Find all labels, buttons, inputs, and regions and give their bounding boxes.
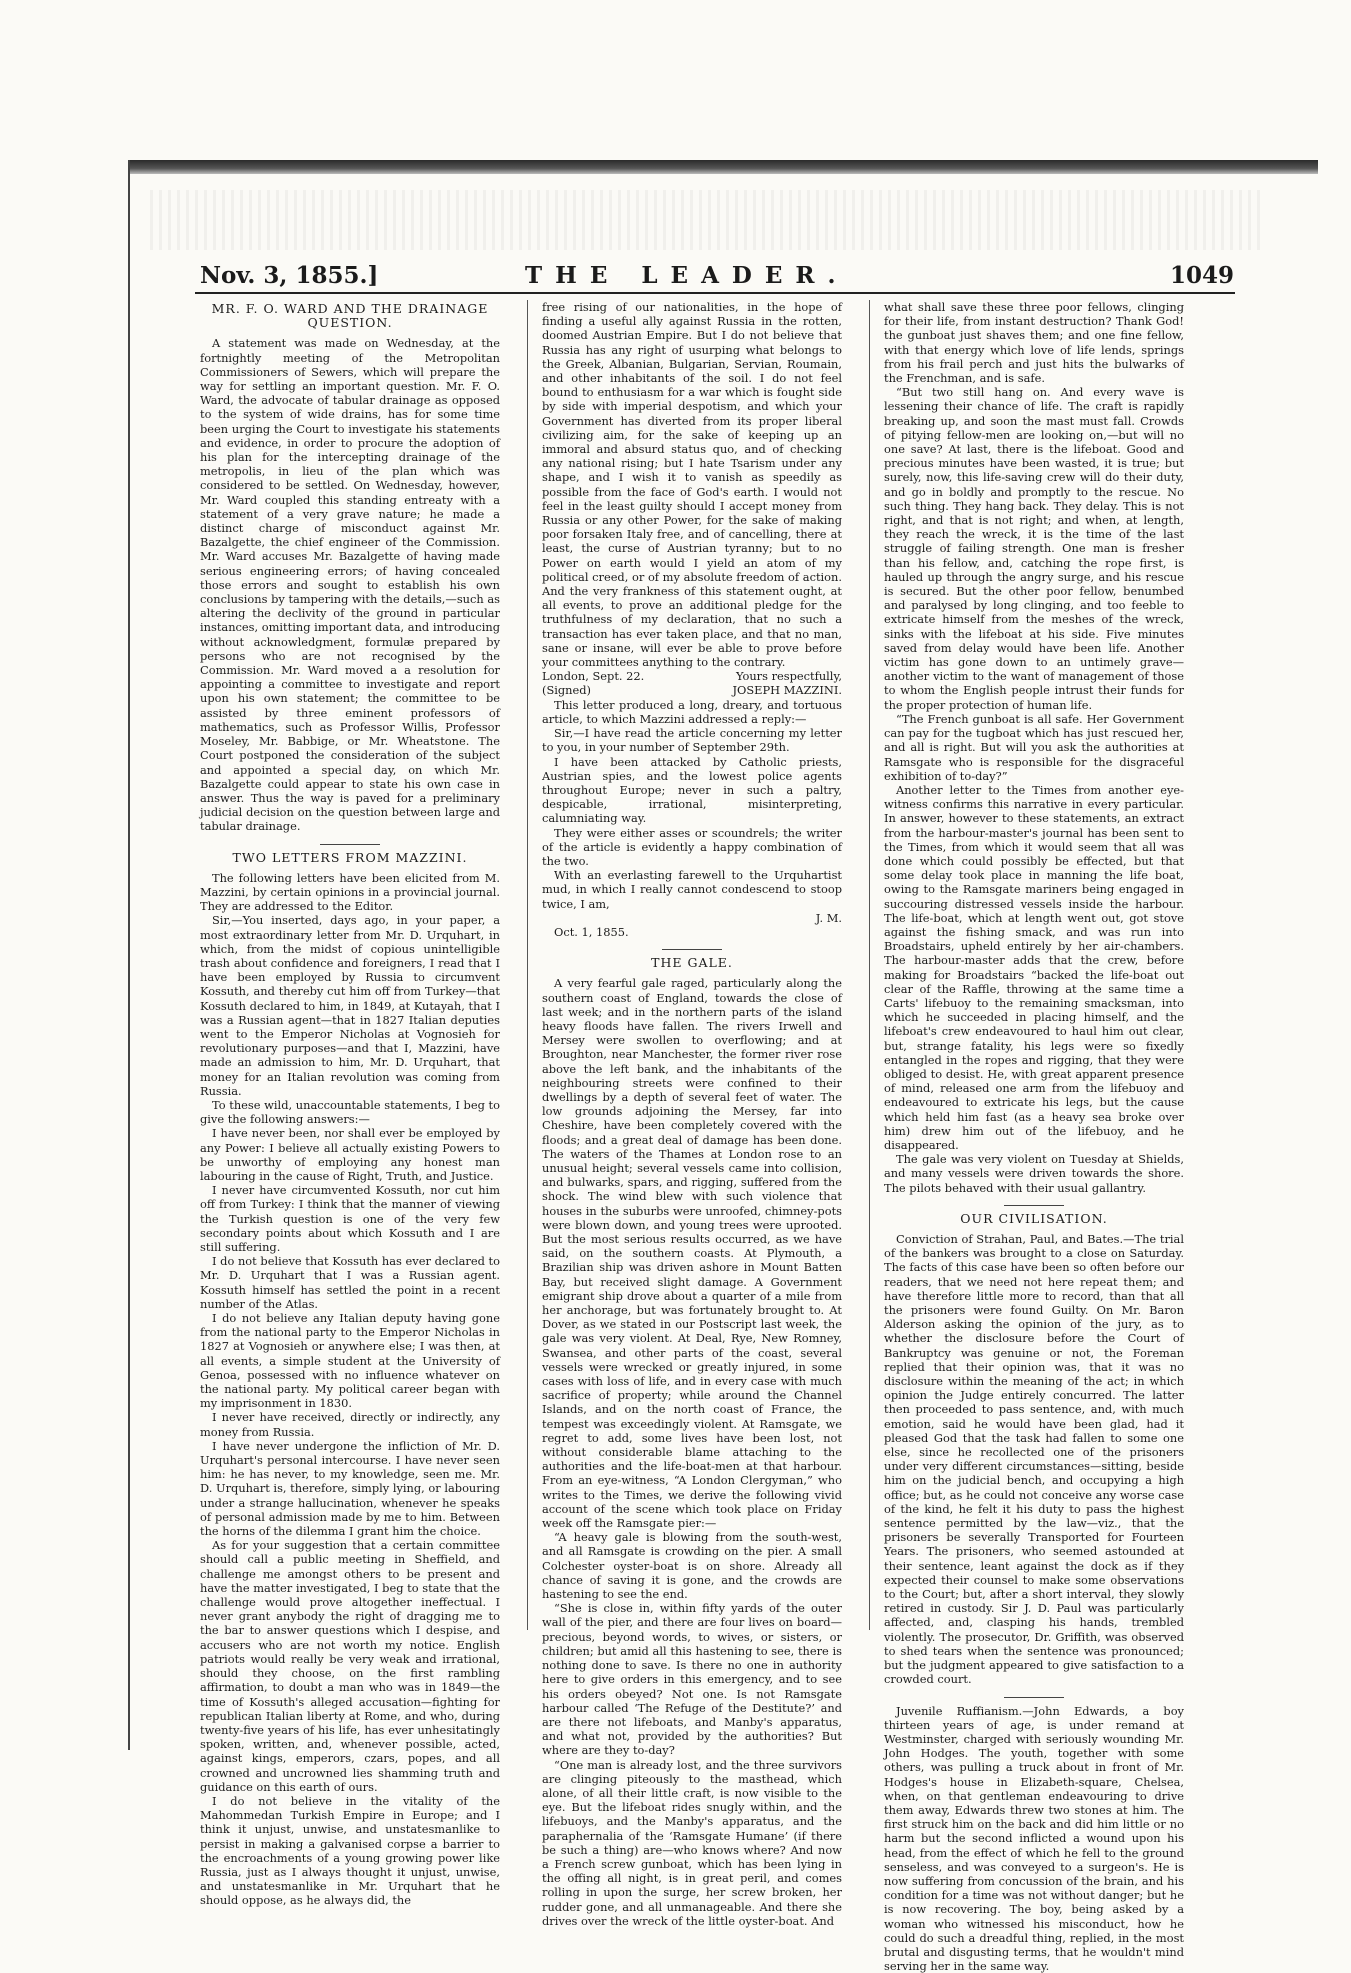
signature-signed: (Signed): [542, 683, 591, 697]
paragraph: I have never been, nor shall ever be employed by any Power: I believe all actually existing Powers to be unworthy of employing any honest man labouring in the cause of Right, Truth, and Justice.: [200, 1126, 500, 1183]
paragraph: Sir,—You inserted, days ago, in your paper, a most extraordinary letter from Mr. D. Urquhart, in which, from the midst of copious unintelligible trash about confidence and foreigners, I read that I have been employed by Russia to circumvent Kossuth, and thereby cut him off from Turkey—that Kossuth declared to him, in 1849, at Kutayah, that I was a Russian agent—that in 1827 Italian deputies went to the Emperor Nicholas at Vognosieh for revolutionary purposes—and that I, Mazzini, have made an admission to him, Mr. D. Urquhart, that money for an Italian revolution was coming from Russia.: [200, 913, 500, 1098]
signature-close: Yours respectfully,: [736, 669, 842, 683]
paragraph: They were either asses or scoundrels; the writer of the article is evidently a happy combination of the two.: [542, 826, 842, 869]
top-border-band: [128, 160, 1318, 174]
section-divider: [662, 949, 722, 950]
paragraph: A statement was made on Wednesday, at the fortnightly meeting of the Metropolitan Commissioners of Sewers, which will prepare the way for settling an important question. Mr. F. O. Ward, the advocate of tabular drainage as opposed to the system of wide drains, has for some time been urging the Court to investigate his statements and evidence, in order to procure the adoption of his plan for the intercepting drainage of the metropolis, in lieu of the plan which was considered to be settled. On Wednesday, however, Mr. Ward coupled this standing entreaty with a statement of a very grave nature; he made a distinct charge of misconduct against Mr. Bazalgette, the chief engineer of the Commission. Mr. Ward accuses Mr. Bazalgette of having made serious engineering errors; of having concealed those errors and sought to establish his own conclusions by tampering with the details,—such as altering the declivity of the ground in particular instances, omitting important data, and introducing without acknowledgment, formulæ prepared by persons who are not recognised by the Commission. Mr. Ward moved a a resolution for appointing a committee to investigate and report upon his own statement; the committee to be assisted by three eminent professors of mathematics, such as Professor Willis, Professor Moseley, Mr. Babbige, or Mr. Wheatstone. The Court postponed the consideration of the subject and appointed a special day, on which Mr. Bazalgette could appear to state his own case in answer. Thus the way is paved for a preliminary judicial decision on the question between large and tabular drainage.: [200, 336, 500, 833]
article-title-drainage: MR. F. O. WARD AND THE DRAINAGE QUESTION.: [200, 302, 500, 330]
column-1: [200, 300, 500, 1630]
paragraph: I have been attacked by Catholic priests, Austrian spies, and the lowest police agents throughout Europe; never in such a paltry, despicable, irrational, misinterpreting, calumniating way.: [542, 755, 842, 826]
paragraph: The gale was very violent on Tuesday at Shields, and many vessels were driven towards the shore. The pilots behaved with their usual gallantry.: [884, 1152, 1184, 1195]
signature-line: [542, 683, 842, 697]
paragraph: free rising of our nationalities, in the hope of finding a useful ally against Russia in the rotten, doomed Austrian Empire. But I do not believe that Russia has any right of usurping what belongs to the Greek, Albanian, Bulgarian, Servian, Roumain, and other inhabitants of the soil. I do not feel bound to enthusiasm for a war which is fought side by side with imperial despotism, and which your Government has diverted from its proper liberal civilizing aim, for the sake of keeping up an immoral and absurd status quo, and of checking any national rising; but I hate Tsarism under any shape, and I wish it to vanish as speedily as possible from the face of God's earth. I would not feel in the least guilty should I accept money from Russia or any other Power, for the sake of making poor forsaken Italy free, and of cancelling, there at least, the curse of Austrian tyranny; but to no Power on earth would I yield an atom of my political creed, or of my absolute freedom of action. And the very frankness of this statement ought, at all events, to prove an additional pledge for the truthfulness of my declaration, that no such a transaction has ever taken place, and that no man, sane or insane, will ever be able to prove before your committees anything to the contrary.: [542, 300, 842, 669]
paragraph: Conviction of Strahan, Paul, and Bates.—The trial of the bankers was brought to a close on Saturday. The facts of this case have been so often before our readers, that we need not here repeat them; and have therefore little more to record, than that all the prisoners were found Guilty. On Mr. Baron Alderson asking the opinion of the jury, as to whether the disclosure before the Court of Bankruptcy was genuine or not, the Foreman replied that their opinion was, that it was no disclosure within the meaning of the act; in which opinion the Judge entirely concurred. The latter then proceeded to pass sentence, and, with much emotion, said he would have been glad, had it pleased God that the task had fallen to some one else, since he recollected one of the prisoners under very different circumstances—sitting, beside him on the judicial bench, and occupying a high office; but, as he could not conceive any worse case of the kind, he felt it his duty to pass the highest sentence permitted by the law—viz., that the prisoners be severally Transported for Fourteen Years. The prisoners, who seemed astounded at their sentence, leant against the dock as if they expected their counsel to make some observations to the Court; but, after a short interval, they slowly retired in custody. Sir J. D. Paul was particularly affected, and, clasping his hands, trembled violently. The prosecutor, Dr. Griffith, was observed to shed tears when the sentence was pronounced; but the judgment appeared to give satisfaction to a crowded court.: [884, 1232, 1184, 1687]
signature-place: London, Sept. 22.: [542, 669, 644, 683]
paragraph: “She is close in, within fifty yards of the outer wall of the pier, and there are four lives on board—precious, beyond words, to wives, or sisters, or children; but amid all this hastening to see, there is nothing done to save. Is there no one in authority here to give orders in this emergency, and to see his orders obeyed? Not one. Is not Ramsgate harbour called ‘The Refuge of the Destitute?’ and are there not lifeboats, and Manby's apparatus, and what not, provided by the authorities? But where are they to-day?: [542, 1601, 842, 1757]
section-divider: [1004, 1205, 1064, 1206]
section-divider: [320, 844, 380, 845]
article-title-civilisation: OUR CIVILISATION.: [884, 1212, 1184, 1226]
binding-edge: [128, 160, 130, 1750]
paragraph: The following letters have been elicited from M. Mazzini, by certain opinions in a provincial journal. They are addressed to the Editor.: [200, 871, 500, 914]
paragraph: With an everlasting farewell to the Urquhartist mud, in which I really cannot condescend to stoop twice, I am,: [542, 868, 842, 911]
paragraph: I never have circumvented Kossuth, nor cut him off from Turkey: I think that the manner of viewing the Turkish question is one of the very few secondary points about which Kossuth and I are still suffering.: [200, 1183, 500, 1254]
signature-initials: J. M.: [816, 911, 842, 925]
paragraph: I do not believe any Italian deputy having gone from the national party to the Emperor Nicholas in 1827 at Vognosieh or anywhere else; I was then, at all events, a simple student at the University of Genoa, possessed with no influence whatever on the national party. My political career began with my imprisonment in 1830.: [200, 1311, 500, 1410]
column-2: [542, 300, 842, 1630]
paragraph: I never have received, directly or indirectly, any money from Russia.: [200, 1410, 500, 1438]
column-3: [884, 300, 1184, 1630]
paragraph: “A heavy gale is blowing from the south-west, and all Ramsgate is crowding on the pier. A small Colchester oyster-boat is on shore. Already all chance of saving it is gone, and the crowds are hastening to see the end.: [542, 1530, 842, 1601]
paragraph: To these wild, unaccountable statements, I beg to give the following answers:—: [200, 1098, 500, 1126]
paragraph: I do not believe in the vitality of the Mahommedan Turkish Empire in Europe; and I think it unjust, unwise, and unstatesmanlike to persist in making a galvanised corpse a barrier to the encroachments of a young growing power like Russia, just as I always thought it unjust, unwise, and unstatesmanlike in Mr. Urquhart that he should oppose, as he always did, the: [200, 1794, 500, 1908]
paragraph: what shall save these three poor fellows, clinging for their life, from instant destruction? Thank God! the gunboat just shaves them; and one fine fellow, with that energy which love of life lends, springs from his frail perch and just hits the bulwarks of the Frenchman, and is safe.: [884, 300, 1184, 385]
paragraph: I have never undergone the infliction of Mr. D. Urquhart's personal intercourse. I have never seen him: he has never, to my knowledge, seen me. Mr. D. Urquhart is, therefore, simply lying, or labouring under a strange hallucination, whenever he speaks of personal admission made by me to him. Between the horns of the dilemma I grant him the choice.: [200, 1439, 500, 1538]
signature-name: JOSEPH MAZZINI.: [732, 683, 842, 697]
paragraph: “But two still hang on. And every wave is lessening their chance of life. The craft is rapidly breaking up, and soon the mast must fall. Crowds of pitying fellow-men are looking on,—but will no one save? At last, there is the lifeboat. Good and precious minutes have been wasted, it is true; but surely, now, this life-saving crew will do their duty, and go in boldly and promptly to the rescue. No such thing. They hang back. They delay. This is not right, and that is not right; and when, at length, they reach the wreck, it is the time of the last struggle of failing strength. One man is fresher than his fellow, and, catching the rope first, is hauled up through the angry surge, and his rescue is secured. But the other poor fellow, benumbed and paralysed by long clinging, and too feeble to extricate himself from the meshes of the wreck, sinks with the lifeboat at his side. Five minutes saved from delay would have been life. Another victim has gone down to an untimely grave—another victim to the want of management of those to whom the English people intrust their funds for the proper protection of human life.: [884, 385, 1184, 712]
paragraph: As for your suggestion that a certain committee should call a public meeting in Sheffield, and challenge me amongst others to be present and have the matter investigated, I beg to state that the challenge would prove altogether ineffectual. I never grant anybody the right of dragging me to the bar to answer questions which I despise, and accusers who are not worth my notice. English patriots would really be very weak and irrational, should they choose, on the first rambling affirmation, to doubt a man who was in 1849—the time of Kossuth's alleged accusation—fighting for republican Italian liberty at Rome, and who, during twenty-five years of his life, has ever unhesitatingly spoken, written, and, whenever possible, acted, against kings, emperors, czars, popes, and all crowned and uncrowned lies shamming truth and guidance on this earth of ours.: [200, 1538, 500, 1794]
paragraph: I do not believe that Kossuth has ever declared to Mr. D. Urquhart that I was a Russian agent. Kossuth himself has settled the point in a recent number of the Atlas.: [200, 1254, 500, 1311]
masthead-title: THE LEADER.: [525, 262, 849, 289]
paragraph: Sir,—I have read the article concerning my letter to you, in your number of September 29th.: [542, 726, 842, 754]
column-divider: [869, 300, 870, 1630]
article-title-mazzini: TWO LETTERS FROM MAZZINI.: [200, 851, 500, 865]
signature-line: [542, 669, 842, 683]
paragraph: Juvenile Ruffianism.—John Edwards, a boy thirteen years of age, is under remand at Westminster, charged with seriously wounding Mr. John Hodges. The youth, together with some others, was pulling a truck about in front of Mr. Hodges's house in Elizabeth-square, Chelsea, when, on that gentleman endeavouring to drive them away, Edwards threw two stones at him. The first struck him on the back and did him little or no harm but the second inflicted a wound upon his head, from the effect of which he fell to the ground senseless, and was conveyed to a surgeon's. He is now suffering from concussion of the brain, and his condition for a time was not without danger; but he is now recovering. The boy, being asked by a woman who witnessed his misconduct, how he could do such a dreadful thing, replied, in the most brutal and disgusting terms, that he wouldn't mind serving her in the same way.: [884, 1704, 1184, 1973]
scan-smudge: [150, 190, 1260, 250]
paragraph: This letter produced a long, dreary, and tortuous article, to which Mazzini addressed a reply:—: [542, 698, 842, 726]
paragraph: “One man is already lost, and the three survivors are clinging piteously to the masthead, which alone, of all their little craft, is now visible to the eye. But the lifeboat rides snugly within, and the lifebuoys, and the Manby's apparatus, and the paraphernalia of the ‘Ramsgate Humane’ (if there be such a thing) are—who knows where? And now a French screw gunboat, which has been lying in the offing all night, is in great peril, and comes rolling in upon the surge, her screw broken, her rudder gone, and all unmanageable. And there she drives over the wreck of the little oyster-boat. And: [542, 1758, 842, 1928]
header-date: Nov. 3, 1855.]: [200, 262, 378, 289]
column-divider: [527, 300, 528, 1630]
header-rule: [195, 292, 1235, 294]
page-number: 1049: [1170, 262, 1234, 289]
article-title-gale: THE GALE.: [542, 956, 842, 970]
signature-date: Oct. 1, 1855.: [542, 925, 842, 939]
signature-line: [542, 911, 842, 925]
section-divider: [1004, 1697, 1064, 1698]
paragraph: Another letter to the Times from another eye-witness confirms this narrative in every particular. In answer, however to these statements, an extract from the harbour-master's journal has been sent to the Times, from which it would seem that all was done which could possibly be effected, but that some delay took place in manning the life boat, owing to the Ramsgate mariners being engaged in succouring distressed vessels inside the harbour. The life-boat, which at length went out, got stove against the fishing smack, and was run into Broadstairs, upheld entirely by her air-chambers. The harbour-master adds that the crew, before making for Broadstairs “backed the life-boat out clear of the Raffle, throwing at the same time a Carts' lifebuoy to the remaining smacksman, into which he succeeded in placing himself, and the lifeboat's crew endeavoured to haul him out clear, but, strange fatality, his legs were so fixedly entangled in the ropes and rigging, that they were obliged to desist. He, with great apparent presence of mind, released one arm from the lifebuoy and endeavoured to extricate his legs, but the cause which held him fast (as a heavy sea broke over him) drew him out of the lifebuoy, and he disappeared.: [884, 783, 1184, 1152]
paragraph: “The French gunboat is all safe. Her Government can pay for the tugboat which has just rescued her, and all is right. But will you ask the authorities at Ramsgate who is responsible for the disgraceful exhibition of to-day?”: [884, 712, 1184, 783]
paragraph: A very fearful gale raged, particularly along the southern coast of England, towards the close of last week; and in the northern parts of the island heavy floods have fallen. The rivers Irwell and Mersey were swollen to overflowing; and at Broughton, near Manchester, the former river rose above the left bank, and the inhabitants of the neighbouring streets were confined to their dwellings by a depth of several feet of water. The low grounds adjoining the Mersey, far into Cheshire, have been completely covered with the floods; and a great deal of damage has been done. The waters of the Thames at London rose to an unusual height; several vessels came into collision, and bulwarks, spars, and rigging, suffered from the shock. The wind blew with such violence that houses in the suburbs were unroofed, chimney-pots were blown down, and young trees were uprooted. But the most serious results occurred, as we have said, on the southern coasts. At Plymouth, a Brazilian ship was driven ashore in Mount Batten Bay, but received slight damage. A Government emigrant ship drove about a quarter of a mile from her anchorage, but was fortunately brought to. At Dover, as we stated in our Postscript last week, the gale was very violent. At Deal, Rye, New Romney, Swansea, and other parts of the coast, several vessels were wrecked or greatly injured, in some cases with loss of life, and in every case with much sacrifice of property; while around the Channel Islands, and on the north coast of France, the tempest was exceedingly violent. At Ramsgate, we regret to add, some lives have been lost, not without considerable blame attaching to the authorities and the life-boat-men at that harbour. From an eye-witness, “A London Clergyman,” who writes to the Times, we derive the following vivid account of the scene which took place on Friday week off the Ramsgate pier:—: [542, 976, 842, 1530]
